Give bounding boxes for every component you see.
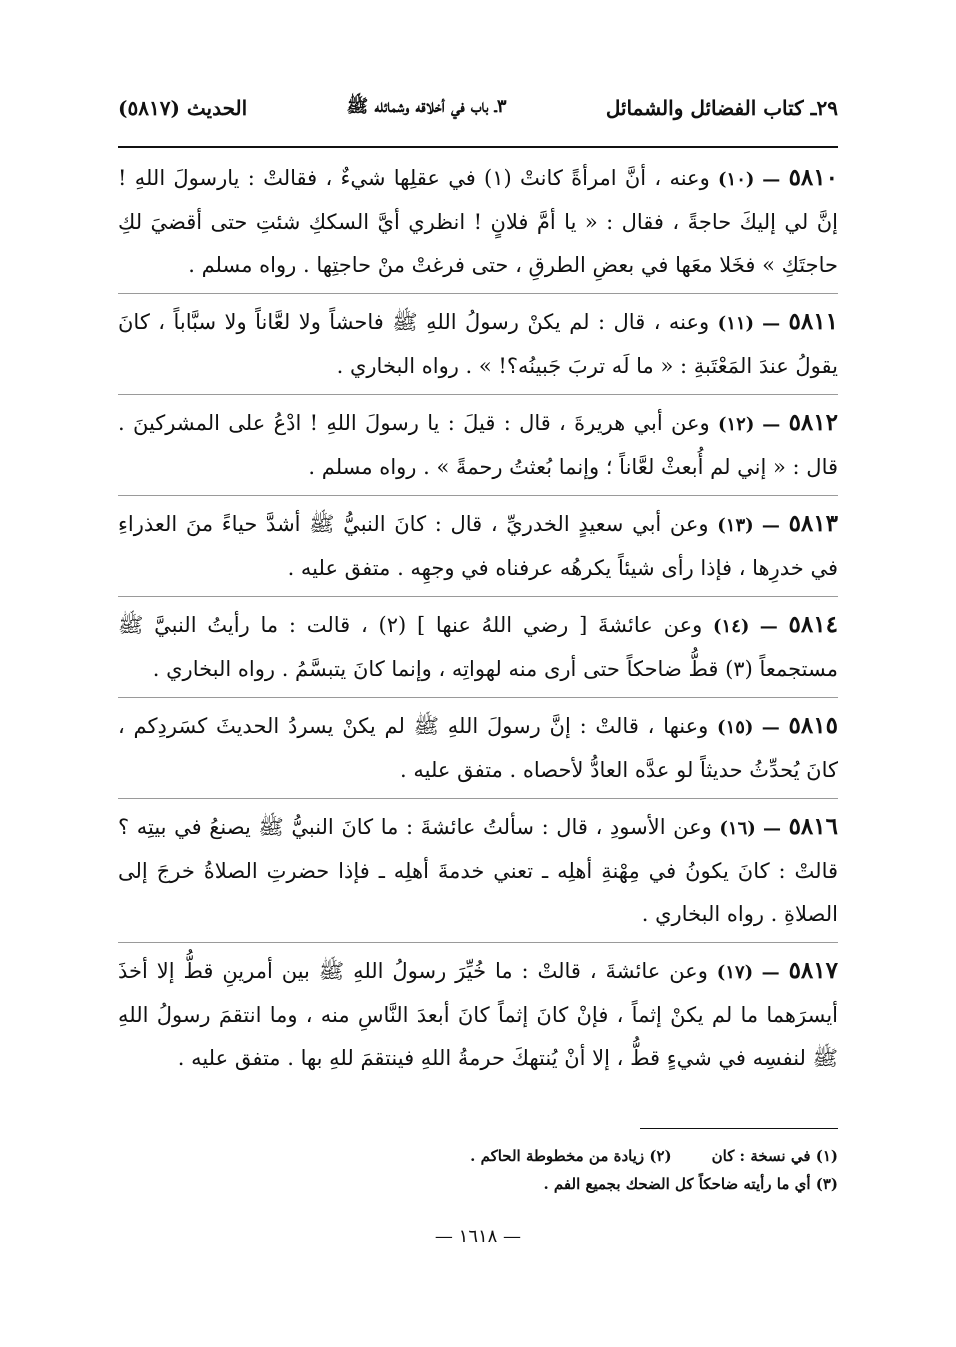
page-number: — ١٦١٨ — — [434, 1226, 522, 1247]
hadith-subnumber: — (١٤) — [713, 616, 778, 637]
section-title: ٣ـ باب في أخلاقه وشمائله ﷺ — [346, 96, 507, 117]
hadith-subnumber: — (١٢) — [717, 414, 781, 435]
hadith-text: وعن عائشةَ [ رضي اللهُ عنها ] (٢) ، قالت : ما رأيتُ النبيَّ ﷺ مستجمعاً (٣) قطُّ ضاحكاً حتى أرى منه لهواتِه ، وإنما كانَ يتبسَّمُ . رواه البخاري . — [118, 613, 838, 681]
hadith-number: ٥٨١٣ — [788, 510, 838, 537]
hadith-number: ٥٨١١ — [788, 308, 838, 335]
footnote-1: (١) في نسخة : كان — [711, 1147, 838, 1165]
hadith-list — [118, 156, 838, 1092]
hadith-entry — [118, 805, 838, 943]
hadith-text: وعن الأسودِ ، قال : سألتُ عائشةَ : ما كانَ النبيُّ ﷺ يصنعُ في بيتِه ؟ قالتْ : كانَ يكونُ في مِهْنةِ أهلِه ـ تعني خدمةَ أهلِه ـ فإذا حضرتِ الصلاةُ خرجَ إلى الصلاةِ . رواه البخاري . — [118, 815, 838, 926]
footnotes — [140, 1142, 838, 1198]
footnote-2: (٢) زيادة من مخطوطة الحاكم . — [470, 1147, 672, 1165]
chapter-title: ٢٩ـ كتاب الفضائل والشمائل — [605, 96, 838, 120]
hadith-subnumber: — (١٥) — [717, 717, 780, 738]
hadith-entry — [118, 949, 838, 1086]
hadith-text: وعنها ، قالتْ : إنَّ رسولَ اللهِ ﷺ لم يكنْ يسردُ الحديثَ كسَردِكم ، كانَ يُحدِّثُ حديثاً لو عدَّه العادُّ لأحصاه . متفق عليه . — [118, 714, 838, 782]
running-header — [118, 78, 838, 138]
hadith-subnumber: — (١٧) — [716, 962, 780, 983]
hadith-entry — [118, 401, 838, 496]
hadith-entry — [118, 704, 838, 799]
hadith-entry — [118, 603, 838, 698]
footnote-rule — [640, 1128, 838, 1129]
hadith-number: ٥٨١٥ — [788, 712, 838, 739]
hadith-number: ٥٨١٠ — [788, 164, 838, 191]
hadith-entry — [118, 502, 838, 597]
hadith-number: ٥٨١٦ — [788, 813, 838, 840]
footnote-3: (٣) أي ما رأيته ضاحكاً كل الضحك بجميع الفم . — [543, 1175, 838, 1193]
hadith-subnumber: — (١١) — [717, 313, 781, 334]
hadith-text: وعن عائشةَ ، قالتْ : ما خُيِّرَ رسولُ اللهِ ﷺ بين أمرينِ قطُّ إلا أخذَ أيسرَهما ما لم يكنْ إثماً ، فإنْ كانَ إثماً كانَ أبعدَ النَّاسِ منه ، وما انتقمَ رسولُ اللهِ ﷺ لنفسِه في شيءٍ قطُّ ، إلا أنْ يُنتهكَ حرمةُ اللهِ فينتقمَ للهِ بها . متفق عليه . — [118, 959, 839, 1070]
hadith-text: وعنه ، قال : لم يكنْ رسولُ اللهِ ﷺ فاحشاً ولا لعَّاناً ولا سبَّاباً ، كانَ يقولُ عندَ المَعْتَبةِ : « ما لَه تربَ جَبينُه؟! » . رواه البخاري . — [118, 310, 838, 378]
footnote-row — [140, 1142, 838, 1170]
hadith-entry — [118, 156, 838, 294]
header-rule — [118, 146, 838, 148]
footnote-row — [140, 1170, 838, 1198]
hadith-number: ٥٨١٢ — [788, 409, 838, 436]
hadith-subnumber: — (١٦) — [719, 818, 781, 839]
hadith-number: ٥٨١٤ — [788, 611, 838, 638]
hadith-entry — [118, 300, 838, 395]
hadith-range: الحديث (٥٨١٧) — [118, 96, 248, 120]
hadith-number: ٥٨١٧ — [788, 957, 838, 984]
hadith-subnumber: — (١٠) — [718, 169, 781, 190]
hadith-text: وعنه ، أنَّ امرأةً كانتْ (١) في عقلِها شيءٌ ، فقالتْ : يارسولَ اللهِ ! إنَّ لي إليكَ حاجةً ، فقال : « يا أمَّ فلانٍ ! انظري أيَّ السككِ شئتِ حتى أقضيَ لكِ حاجتَكِ » فخَلا معَها في بعضِ الطرقِ ، حتى فرغتْ منْ حاجتِها . رواه مسلم . — [118, 166, 838, 277]
hadith-text: وعن أبي سعيدٍ الخدريِّ ، قال : كانَ النبيُّ ﷺ أشدَّ حياءً منَ العذراءِ في خدرِها ، فإذا رأى شيئاً يكرهُه عرفناه في وجهِه . متفق عليه . — [118, 512, 838, 580]
hadith-text: وعن أبي هريرةَ ، قال : قيلَ : يا رسولَ اللهِ ! ادْعُ على المشركينَ . قال : « إني لم أُبعثْ لعَّاناً ؛ وإنما بُعثتُ رحمةً » . رواه مسلم . — [118, 411, 838, 479]
hadith-subnumber: — (١٣) — [717, 515, 780, 536]
